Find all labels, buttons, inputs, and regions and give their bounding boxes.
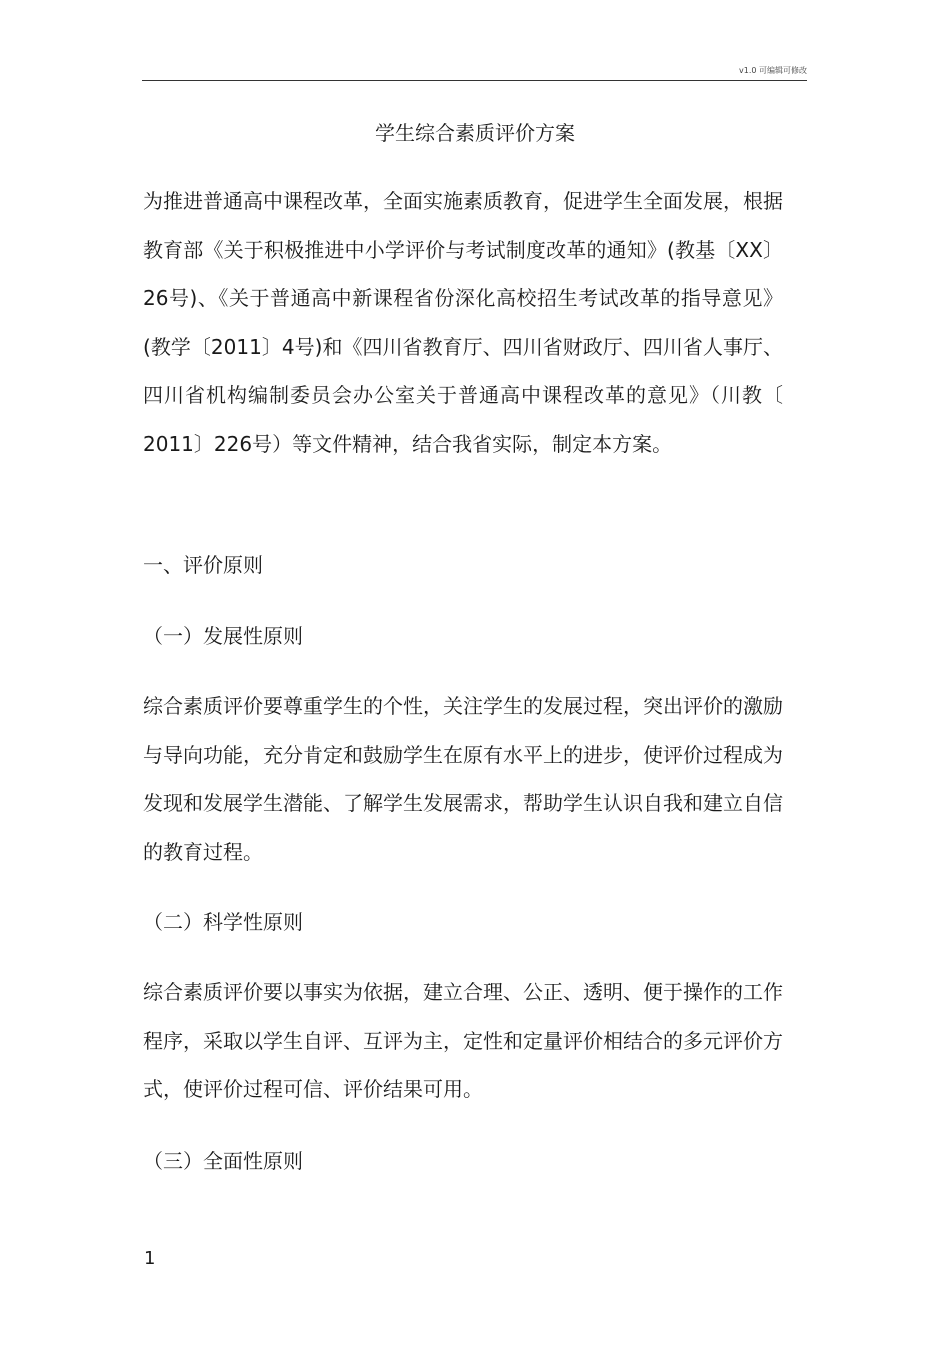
document-title: 学生综合素质评价方案 [375, 121, 575, 145]
header-version-note: v1.0 可编辑可修改 [739, 66, 807, 75]
development-principle-paragraph: 综合素质评价要尊重学生的个性，关注学生的发展过程，突出评价的激励与导向功能，充分肯定和鼓励学生在原有水平上的进步，使评价过程成为发现和发展学生潜能、了解学生发展需求，帮助学生认识自我和建立自信的教育过程。 [143, 694, 783, 864]
scientific-principle-paragraph: 综合素质评价要以事实为依据，建立合理、公正、透明、便于操作的工作程序，采取以学生自评、互评为主，定性和定量评价相结合的多元评价方式，使评价过程可信、评价结果可用。 [143, 980, 783, 1101]
intro-paragraph: 为推进普通高中课程改革，全面实施素质教育，促进学生全面发展，根据教育部《关于积极推进中小学评价与考试制度改革的通知》(教基〔XX〕26号)、《关于普通高中新课程省份深化高校招生考试改革的指导意见》 (教学〔2011〕4号)和《四川省教育厅、四川省财政厅、四川省人事厅、四川省机构编制委员会办公室关于普通高中课程改革的意见》（川教〔 2011〕226号）等文件精神，结合我省实际，制定本方案。 [143, 189, 783, 456]
subheading-scientific-principle: （二）科学性原则 [143, 910, 303, 934]
subheading-comprehensive-principle: （三）全面性原则 [143, 1149, 303, 1173]
header-divider [142, 80, 807, 81]
section-heading-principles: 一、评价原则 [143, 553, 263, 577]
page-number: 1 [144, 1248, 156, 1269]
subheading-development-principle: （一）发展性原则 [143, 624, 303, 648]
